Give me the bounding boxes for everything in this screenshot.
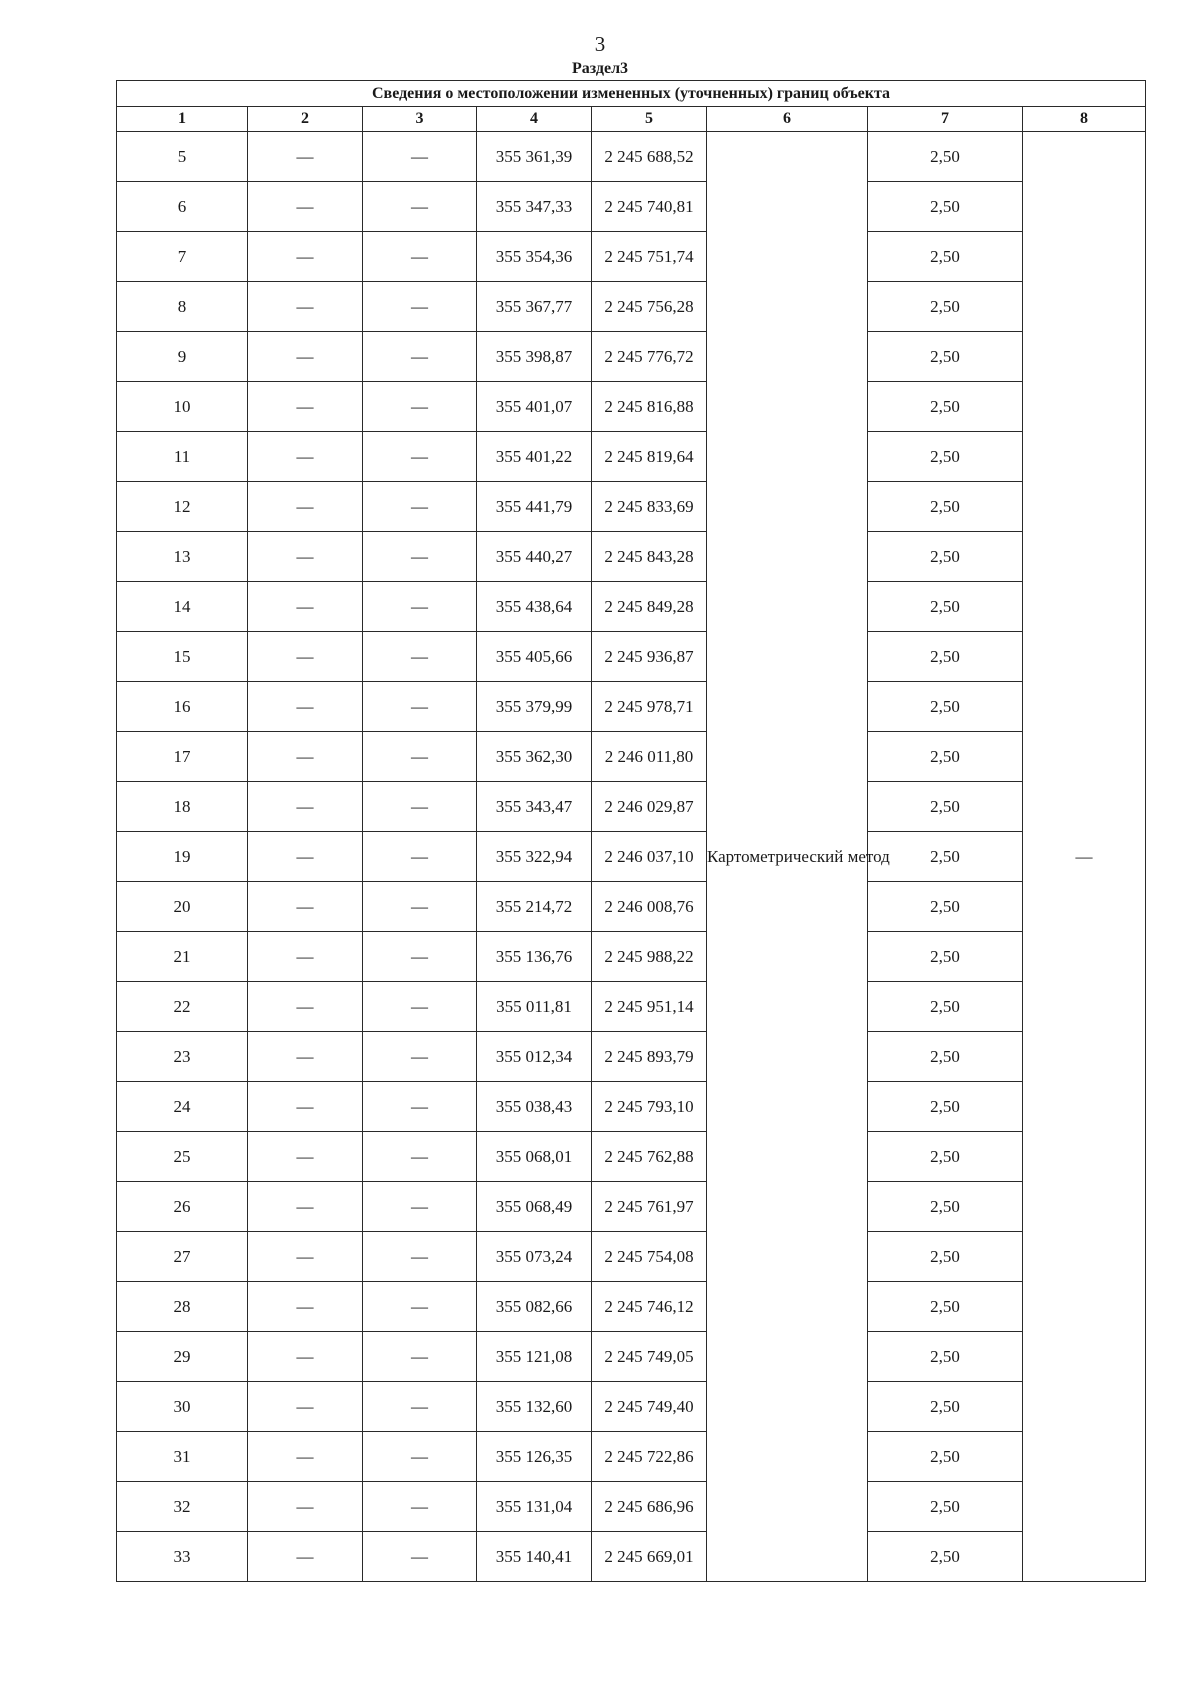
y-coordinate-cell: 2 245 936,87 (592, 632, 707, 682)
column-2-cell: — (248, 532, 363, 582)
precision-cell: 2,50 (868, 732, 1023, 782)
point-number-cell: 16 (117, 682, 248, 732)
y-coordinate-cell: 2 245 749,05 (592, 1332, 707, 1382)
precision-cell: 2,50 (868, 582, 1023, 632)
column-3-cell: — (363, 182, 477, 232)
table-row (117, 832, 1146, 882)
precision-cell: 2,50 (868, 1232, 1023, 1282)
column-2-cell: — (248, 982, 363, 1032)
column-2-cell: — (248, 282, 363, 332)
precision-cell: 2,50 (868, 832, 1023, 882)
column-2-cell: — (248, 1482, 363, 1532)
column-3-cell: — (363, 782, 477, 832)
table-row (117, 232, 1146, 282)
column-3-cell: — (363, 332, 477, 382)
y-coordinate-cell: 2 246 037,10 (592, 832, 707, 882)
table-row (117, 1332, 1146, 1382)
y-coordinate-cell: 2 246 011,80 (592, 732, 707, 782)
x-coordinate-cell: 355 038,43 (477, 1082, 592, 1132)
y-coordinate-cell: 2 245 756,28 (592, 282, 707, 332)
x-coordinate-cell: 355 405,66 (477, 632, 592, 682)
column-2-cell: — (248, 832, 363, 882)
column-2-cell: — (248, 882, 363, 932)
x-coordinate-cell: 355 322,94 (477, 832, 592, 882)
point-number-cell: 9 (117, 332, 248, 382)
x-coordinate-cell: 355 132,60 (477, 1382, 592, 1432)
y-coordinate-cell: 2 245 793,10 (592, 1082, 707, 1132)
precision-cell: 2,50 (868, 1082, 1023, 1132)
column-3-cell: — (363, 232, 477, 282)
y-coordinate-cell: 2 245 819,64 (592, 432, 707, 482)
precision-cell: 2,50 (868, 482, 1023, 532)
method-cell: Картометрический метод (707, 132, 868, 1582)
table-row (117, 282, 1146, 332)
table-row (117, 1382, 1146, 1432)
point-number-cell: 10 (117, 382, 248, 432)
y-coordinate-cell: 2 245 740,81 (592, 182, 707, 232)
point-number-cell: 12 (117, 482, 248, 532)
y-coordinate-cell: 2 245 776,72 (592, 332, 707, 382)
column-2-cell: — (248, 1032, 363, 1082)
column-3-cell: — (363, 1332, 477, 1382)
column-number: 8 (1023, 107, 1146, 132)
column-3-cell: — (363, 1282, 477, 1332)
column-3-cell: — (363, 482, 477, 532)
precision-cell: 2,50 (868, 132, 1023, 182)
table-row (117, 782, 1146, 832)
precision-cell: 2,50 (868, 432, 1023, 482)
y-coordinate-cell: 2 245 761,97 (592, 1182, 707, 1232)
table-row (117, 982, 1146, 1032)
precision-cell: 2,50 (868, 1282, 1023, 1332)
table-row (117, 1532, 1146, 1582)
point-number-cell: 30 (117, 1382, 248, 1432)
page-number: 3 (594, 32, 606, 56)
column-2-cell: — (248, 1232, 363, 1282)
column-number: 1 (117, 107, 248, 132)
x-coordinate-cell: 355 347,33 (477, 182, 592, 232)
table-row (117, 1032, 1146, 1082)
x-coordinate-cell: 355 398,87 (477, 332, 592, 382)
column-number: 4 (477, 107, 592, 132)
column-number: 3 (363, 107, 477, 132)
x-coordinate-cell: 355 082,66 (477, 1282, 592, 1332)
precision-cell: 2,50 (868, 1182, 1023, 1232)
table-row (117, 132, 1146, 182)
x-coordinate-cell: 355 012,34 (477, 1032, 592, 1082)
precision-cell: 2,50 (868, 1532, 1023, 1582)
table-title: Сведения о местоположении измененных (уточненных) границ объекта (117, 81, 1146, 107)
column-2-cell: — (248, 482, 363, 532)
point-number-cell: 7 (117, 232, 248, 282)
table-row (117, 382, 1146, 432)
y-coordinate-cell: 2 245 746,12 (592, 1282, 707, 1332)
x-coordinate-cell: 355 367,77 (477, 282, 592, 332)
y-coordinate-cell: 2 245 951,14 (592, 982, 707, 1032)
point-number-cell: 19 (117, 832, 248, 882)
precision-cell: 2,50 (868, 232, 1023, 282)
column-2-cell: — (248, 432, 363, 482)
table-row (117, 182, 1146, 232)
column-3-cell: — (363, 432, 477, 482)
column-number-row (117, 107, 1146, 132)
column-number: 6 (707, 107, 868, 132)
table-row (117, 682, 1146, 732)
x-coordinate-cell: 355 379,99 (477, 682, 592, 732)
y-coordinate-cell: 2 245 988,22 (592, 932, 707, 982)
point-number-cell: 11 (117, 432, 248, 482)
table-row (117, 432, 1146, 482)
y-coordinate-cell: 2 246 029,87 (592, 782, 707, 832)
precision-cell: 2,50 (868, 782, 1023, 832)
table-row (117, 532, 1146, 582)
precision-cell: 2,50 (868, 932, 1023, 982)
table-row (117, 882, 1146, 932)
point-number-cell: 15 (117, 632, 248, 682)
column-2-cell: — (248, 682, 363, 732)
y-coordinate-cell: 2 246 008,76 (592, 882, 707, 932)
table-row (117, 1432, 1146, 1482)
precision-cell: 2,50 (868, 332, 1023, 382)
precision-cell: 2,50 (868, 632, 1023, 682)
column-3-cell: — (363, 1432, 477, 1482)
point-number-cell: 14 (117, 582, 248, 632)
y-coordinate-cell: 2 245 833,69 (592, 482, 707, 532)
column-number: 7 (868, 107, 1023, 132)
x-coordinate-cell: 355 126,35 (477, 1432, 592, 1482)
column-3-cell: — (363, 1082, 477, 1132)
point-number-cell: 23 (117, 1032, 248, 1082)
precision-cell: 2,50 (868, 532, 1023, 582)
x-coordinate-cell: 355 401,22 (477, 432, 592, 482)
column-3-cell: — (363, 882, 477, 932)
column-3-cell: — (363, 982, 477, 1032)
x-coordinate-cell: 355 362,30 (477, 732, 592, 782)
y-coordinate-cell: 2 245 843,28 (592, 532, 707, 582)
point-number-cell: 13 (117, 532, 248, 582)
point-number-cell: 31 (117, 1432, 248, 1482)
point-number-cell: 5 (117, 132, 248, 182)
table-row (117, 332, 1146, 382)
table-row (117, 932, 1146, 982)
column-3-cell: — (363, 1382, 477, 1432)
boundary-coordinates-table (116, 80, 1146, 1582)
point-number-cell: 24 (117, 1082, 248, 1132)
point-number-cell: 22 (117, 982, 248, 1032)
x-coordinate-cell: 355 361,39 (477, 132, 592, 182)
precision-cell: 2,50 (868, 382, 1023, 432)
y-coordinate-cell: 2 245 722,86 (592, 1432, 707, 1482)
column-3-cell: — (363, 732, 477, 782)
point-number-cell: 29 (117, 1332, 248, 1382)
point-number-cell: 8 (117, 282, 248, 332)
table-row (117, 1082, 1146, 1132)
precision-cell: 2,50 (868, 1382, 1023, 1432)
column-3-cell: — (363, 382, 477, 432)
column-number: 5 (592, 107, 707, 132)
column-2-cell: — (248, 1382, 363, 1432)
table-row (117, 582, 1146, 632)
y-coordinate-cell: 2 245 688,52 (592, 132, 707, 182)
column-3-cell: — (363, 832, 477, 882)
y-coordinate-cell: 2 245 749,40 (592, 1382, 707, 1432)
point-number-cell: 33 (117, 1532, 248, 1582)
column-number: 2 (248, 107, 363, 132)
column-2-cell: — (248, 182, 363, 232)
precision-cell: 2,50 (868, 982, 1023, 1032)
y-coordinate-cell: 2 245 686,96 (592, 1482, 707, 1532)
column-3-cell: — (363, 1182, 477, 1232)
table-row (117, 1482, 1146, 1532)
y-coordinate-cell: 2 245 762,88 (592, 1132, 707, 1182)
column-3-cell: — (363, 532, 477, 582)
column-2-cell: — (248, 132, 363, 182)
point-number-cell: 27 (117, 1232, 248, 1282)
column-3-cell: — (363, 632, 477, 682)
point-number-cell: 28 (117, 1282, 248, 1332)
point-number-cell: 25 (117, 1132, 248, 1182)
precision-cell: 2,50 (868, 882, 1023, 932)
table-row (117, 482, 1146, 532)
column-2-cell: — (248, 1532, 363, 1582)
precision-cell: 2,50 (868, 1332, 1023, 1382)
table-body (117, 132, 1146, 1582)
x-coordinate-cell: 355 440,27 (477, 532, 592, 582)
column-2-cell: — (248, 932, 363, 982)
column-2-cell: — (248, 782, 363, 832)
column-2-cell: — (248, 1432, 363, 1482)
x-coordinate-cell: 355 343,47 (477, 782, 592, 832)
table-row (117, 632, 1146, 682)
column-2-cell: — (248, 382, 363, 432)
x-coordinate-cell: 355 121,08 (477, 1332, 592, 1382)
column-2-cell: — (248, 632, 363, 682)
point-number-cell: 6 (117, 182, 248, 232)
y-coordinate-cell: 2 245 669,01 (592, 1532, 707, 1582)
column-3-cell: — (363, 682, 477, 732)
y-coordinate-cell: 2 245 978,71 (592, 682, 707, 732)
y-coordinate-cell: 2 245 849,28 (592, 582, 707, 632)
table-row (117, 1182, 1146, 1232)
y-coordinate-cell: 2 245 816,88 (592, 382, 707, 432)
column-2-cell: — (248, 232, 363, 282)
table-row (117, 732, 1146, 782)
column-3-cell: — (363, 1132, 477, 1182)
column-3-cell: — (363, 582, 477, 632)
x-coordinate-cell: 355 214,72 (477, 882, 592, 932)
column-2-cell: — (248, 1282, 363, 1332)
column-3-cell: — (363, 1232, 477, 1282)
column-3-cell: — (363, 132, 477, 182)
x-coordinate-cell: 355 401,07 (477, 382, 592, 432)
column-2-cell: — (248, 1332, 363, 1382)
precision-cell: 2,50 (868, 282, 1023, 332)
column-3-cell: — (363, 1532, 477, 1582)
column-8-cell: — (1023, 132, 1146, 1582)
x-coordinate-cell: 355 068,49 (477, 1182, 592, 1232)
precision-cell: 2,50 (868, 1132, 1023, 1182)
precision-cell: 2,50 (868, 1432, 1023, 1482)
column-2-cell: — (248, 582, 363, 632)
x-coordinate-cell: 355 354,36 (477, 232, 592, 282)
table-row (117, 1132, 1146, 1182)
point-number-cell: 18 (117, 782, 248, 832)
x-coordinate-cell: 355 073,24 (477, 1232, 592, 1282)
precision-cell: 2,50 (868, 1032, 1023, 1082)
x-coordinate-cell: 355 136,76 (477, 932, 592, 982)
point-number-cell: 21 (117, 932, 248, 982)
y-coordinate-cell: 2 245 893,79 (592, 1032, 707, 1082)
point-number-cell: 26 (117, 1182, 248, 1232)
x-coordinate-cell: 355 131,04 (477, 1482, 592, 1532)
table-row (117, 1282, 1146, 1332)
column-3-cell: — (363, 1032, 477, 1082)
column-2-cell: — (248, 1082, 363, 1132)
precision-cell: 2,50 (868, 682, 1023, 732)
column-3-cell: — (363, 932, 477, 982)
x-coordinate-cell: 355 068,01 (477, 1132, 592, 1182)
point-number-cell: 20 (117, 882, 248, 932)
column-3-cell: — (363, 1482, 477, 1532)
table-row (117, 1232, 1146, 1282)
precision-cell: 2,50 (868, 182, 1023, 232)
section-title: Раздел3 (571, 60, 629, 77)
precision-cell: 2,50 (868, 1482, 1023, 1532)
column-2-cell: — (248, 732, 363, 782)
x-coordinate-cell: 355 441,79 (477, 482, 592, 532)
x-coordinate-cell: 355 438,64 (477, 582, 592, 632)
column-3-cell: — (363, 282, 477, 332)
y-coordinate-cell: 2 245 751,74 (592, 232, 707, 282)
point-number-cell: 17 (117, 732, 248, 782)
column-2-cell: — (248, 332, 363, 382)
column-2-cell: — (248, 1132, 363, 1182)
x-coordinate-cell: 355 011,81 (477, 982, 592, 1032)
point-number-cell: 32 (117, 1482, 248, 1532)
x-coordinate-cell: 355 140,41 (477, 1532, 592, 1582)
column-2-cell: — (248, 1182, 363, 1232)
y-coordinate-cell: 2 245 754,08 (592, 1232, 707, 1282)
